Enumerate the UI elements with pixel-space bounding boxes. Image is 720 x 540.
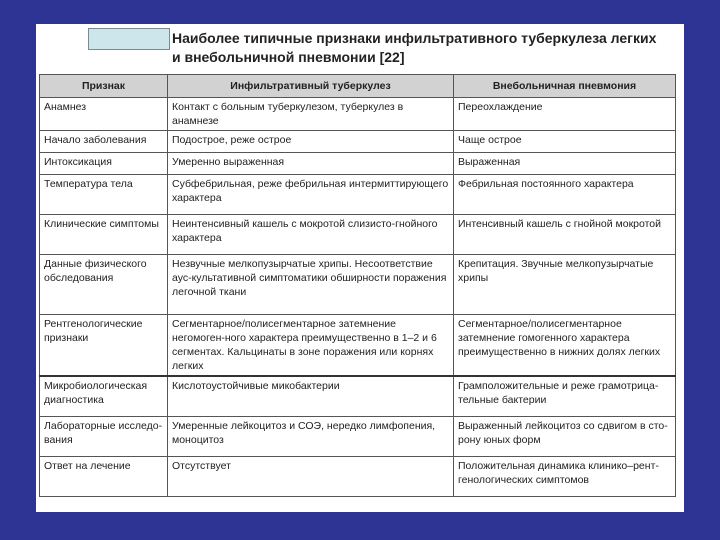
cell-feature: Начало заболевания [40,131,168,153]
cell-pneumonia: Выраженный лейкоцитоз со сдвигом в сто-рону юных форм [454,416,676,456]
cell-feature: Рентгенологические признаки [40,315,168,377]
table-row [40,175,676,215]
slide [36,24,684,512]
cell-tuberculosis: Кислотоустойчивые микобактерии [168,376,454,416]
cell-tuberculosis: Умеренно выраженная [168,153,454,175]
table-title [172,29,672,67]
cell-pneumonia: Выраженная [454,153,676,175]
cell-feature: Анамнез [40,98,168,131]
table-row [40,416,676,456]
header-tuberculosis: Инфильтративный туберкулез [168,75,454,98]
table-row [40,376,676,416]
cell-feature: Ответ на лечение [40,456,168,496]
table-row [40,456,676,496]
cell-tuberculosis: Подострое, реже острое [168,131,454,153]
header-feature: Признак [40,75,168,98]
cell-tuberculosis: Отсутствует [168,456,454,496]
cell-pneumonia: Сегментарное/полисегментарное затемнение гомогенного характера преимущественно в нижних долях легких [454,315,676,377]
table-row [40,131,676,153]
cell-tuberculosis: Субфебрильная, реже фебрильная интермиттирующего характера [168,175,454,215]
cell-feature: Лабораторные исследо-вания [40,416,168,456]
cell-tuberculosis: Умеренные лейкоцитоз и СОЭ, нередко лимфопения, моноцитоз [168,416,454,456]
cell-tuberculosis: Незвучные мелкопузырчатые хрипы. Несоответствие аус-культативной симптоматики обширности поражения легочной ткани [168,255,454,315]
cell-tuberculosis: Неинтенсивный кашель с мокротой слизисто-гнойного характера [168,215,454,255]
cell-pneumonia: Интенсивный кашель с гнойной мокротой [454,215,676,255]
cell-pneumonia: Переохлаждение [454,98,676,131]
cell-pneumonia: Грамположительные и реже грамотрица-тельные бактерии [454,376,676,416]
table-row [40,315,676,377]
header-pneumonia: Внебольничная пневмония [454,75,676,98]
cell-pneumonia: Крепитация. Звучные мелкопузырчатые хрипы [454,255,676,315]
cell-tuberculosis: Контакт с больным туберкулезом, туберкулез в анамнезе [168,98,454,131]
table-title-line-1: Наиболее типичные признаки инфильтративного туберкулеза легких [172,30,657,46]
cell-pneumonia: Положительная динамика клинико–рент-генологических симптомов [454,456,676,496]
table-row [40,153,676,175]
cell-tuberculosis: Сегментарное/полисегментарное затемнение негомоген-ного характера преимущественно в 1–2 и 6 сегментах. Кальцинаты в зоне поражения или корнях легких [168,315,454,377]
table-title-line-2: и внебольничной пневмонии [22] [172,49,405,65]
table-row [40,98,676,131]
cell-pneumonia: Чаще острое [454,131,676,153]
cell-pneumonia: Фебрильная постоянного характера [454,175,676,215]
comparison-table [39,74,676,497]
cell-feature: Температура тела [40,175,168,215]
table-header-row [40,75,676,98]
cell-feature: Клинические симптомы [40,215,168,255]
cell-feature: Данные физического обследования [40,255,168,315]
cell-feature: Интоксикация [40,153,168,175]
table-row [40,215,676,255]
title-highlight-box [88,28,170,50]
table-row [40,255,676,315]
cell-feature: Микробиологическая диагностика [40,376,168,416]
title-block [36,24,684,74]
